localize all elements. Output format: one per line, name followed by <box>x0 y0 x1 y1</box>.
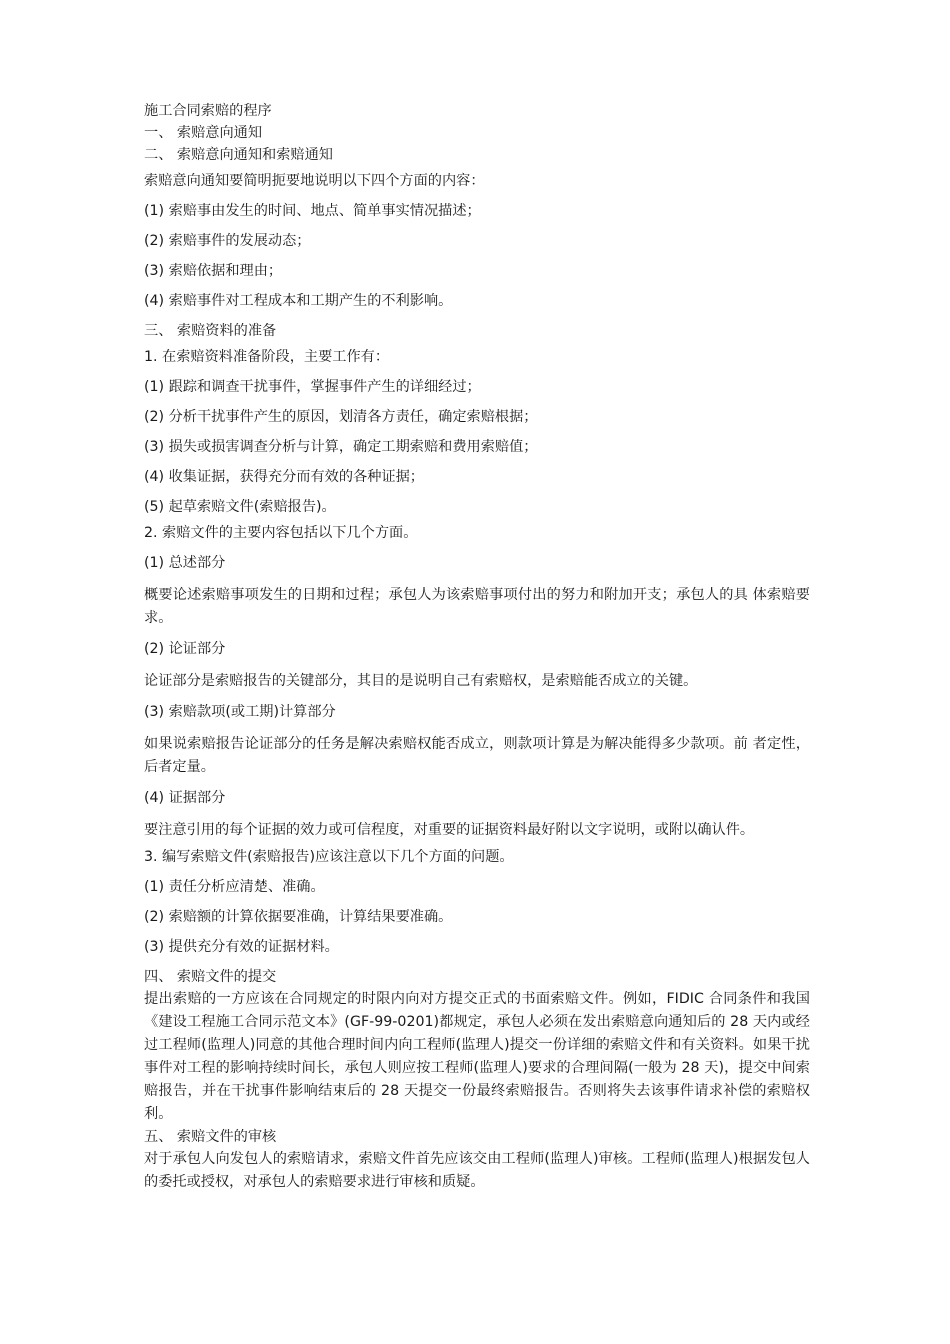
section-2-item: (4) 索赔事件对工程成本和工期产生的不利影响。 <box>144 293 453 309</box>
section-3-point-3-item: (3) 提供充分有效的证据材料。 <box>144 939 339 955</box>
subheading-argument: (2) 论证部分 <box>144 641 226 657</box>
paragraph-summary: 概要论述索赔事项发生的日期和过程；承包人为该索赔事项付出的努力和附加开支；承包人的具 体索赔要求。 <box>144 587 810 626</box>
section-2-item: (1) 索赔事由发生的时间、地点、简单事实情况描述； <box>144 203 481 219</box>
subheading-evidence: (4) 证据部分 <box>144 790 226 806</box>
section-3-point-3: 3. 编写索赔文件(索赔报告)应该注意以下几个方面的问题。 <box>144 849 514 865</box>
subheading-summary: (1) 总述部分 <box>144 555 226 571</box>
paragraph-evidence: 要注意引用的每个证据的效力或可信程度，对重要的证据资料最好附以文字说明，或附以确认件。 <box>144 822 755 838</box>
section-2-heading: 二、 索赔意向通知和索赔通知 <box>144 147 333 163</box>
section-3-point-1-item: (3) 损失或损害调查分析与计算，确定工期索赔和费用索赔值； <box>144 439 538 455</box>
document-title: 施工合同索赔的程序 <box>144 103 272 119</box>
section-3-point-1-item: (4) 收集证据，获得充分而有效的各种证据； <box>144 469 424 485</box>
section-2-item: (2) 索赔事件的发展动态； <box>144 233 311 249</box>
section-3-point-1-item: (2) 分析干扰事件产生的原因，划清各方责任，确定索赔根据； <box>144 409 538 425</box>
section-3-heading: 三、 索赔资料的准备 <box>144 323 277 339</box>
section-3-point-1-item: (1) 跟踪和调查干扰事件，掌握事件产生的详细经过； <box>144 379 481 395</box>
section-3-point-2: 2. 索赔文件的主要内容包括以下几个方面。 <box>144 525 418 541</box>
section-2-intro: 索赔意向通知要简明扼要地说明以下四个方面的内容： <box>144 173 485 189</box>
section-3-point-3-item: (2) 索赔额的计算依据要准确，计算结果要准确。 <box>144 909 453 925</box>
section-5-paragraph: 对于承包人向发包人的索赔请求，索赔文件首先应该交由工程师(监理人)审核。工程师(监理人)根据发包人的委托或授权，对承包人的索赔要求进行审核和质疑。 <box>144 1151 810 1190</box>
section-2-item: (3) 索赔依据和理由； <box>144 263 283 279</box>
section-1-heading: 一、 索赔意向通知 <box>144 125 263 141</box>
section-5-heading: 五、 索赔文件的审核 <box>144 1129 277 1145</box>
section-3-point-3-item: (1) 责任分析应清楚、准确。 <box>144 879 325 895</box>
document-page <box>144 100 810 1194</box>
section-3-point-1-item: (5) 起草索赔文件(索赔报告)。 <box>144 499 336 515</box>
subheading-calculation: (3) 索赔款项(或工期)计算部分 <box>144 704 336 720</box>
paragraph-argument: 论证部分是索赔报告的关键部分，其目的是说明自己有索赔权，是索赔能否成立的关键。 <box>144 673 698 689</box>
section-4-heading: 四、 索赔文件的提交 <box>144 969 277 985</box>
section-4-paragraph: 提出索赔的一方应该在合同规定的时限内向对方提交正式的书面索赔文件。例如，FIDIC 合同条件和我国《建设工程施工合同示范文本》(GF-99-0201)都规定，承包人必须在发出索赔意向通知后的 28 天内或经过工程师(监理人)同意的其他合理时间内向工程师(监理人)提交一份详细的索赔文件和有关资料。如果干扰事件对工程的影响持续时间长，承包人则应按工程师(监理人)要求的合理间隔(一般为 28 天)，提交中间索赔报告，并在干扰事件影响结束后的 28 天提交一份最终索赔报告。否则将失去该事件请求补偿的索赔权利。 <box>144 991 810 1122</box>
section-3-point-1: 1. 在索赔资料准备阶段，主要工作有： <box>144 349 390 365</box>
paragraph-calculation: 如果说索赔报告论证部分的任务是解决索赔权能否成立，则款项计算是为解决能得多少款项。前 者定性，后者定量。 <box>144 736 810 775</box>
